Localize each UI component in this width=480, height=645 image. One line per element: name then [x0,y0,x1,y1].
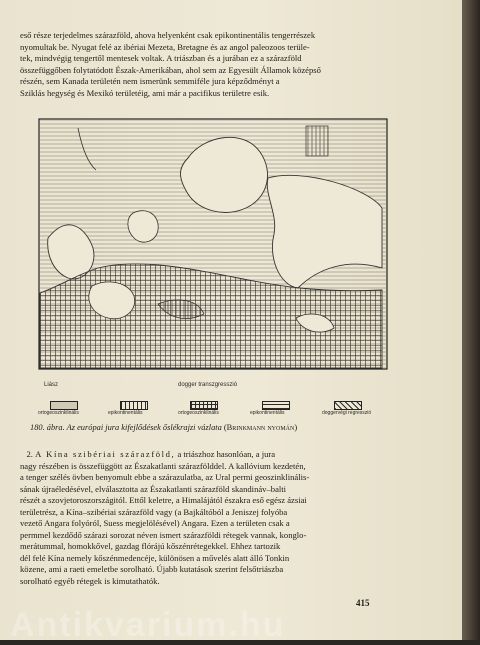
text-line [20,449,410,461]
text-line: vezető Angara folyóról, Suess megjelölésével) Angara. Ezen a területen csak a [20,518,290,528]
text-line: közene, ami a raeti emeletbe sorolható. Újabb kutatások szerint felsőtriászba [20,564,284,574]
legend-swatch [334,401,362,410]
bottom-paragraph [20,449,410,587]
legend-swatch [120,401,148,410]
top-paragraph [20,30,410,99]
text-line: részét a szovjetoroszországitól. Ettől keletre, a Himalájától északra eső egész ázsiai [20,495,307,505]
paragraph-number: 2. [26,449,33,459]
figure-caption [30,423,410,432]
legend-label: ortogeoszinklinális [38,410,79,416]
legend-label: ortogeoszinklinális [178,410,219,416]
legend-swatch [190,401,218,410]
text-line: területrész, a Kína–szibériai szárazföld vagy (a Bajkáltóból a Jeniszej folyóba [20,506,288,517]
text-line: merátummal, homokkővel, gazdag flórájú kőszénrétegekkel. Ehhez tartozik [20,541,281,551]
text-line: részén, sem Kanada területén nem ismerünk semmiféle jura képződményt a [20,76,280,86]
text-line: dél felé Kína nemely kőszénmedencéje, különösen a művelés alatt álló Tonkin [20,552,290,563]
lead-rest: a triászhoz hasonlóan, a jura [175,449,276,459]
paleogeographic-map [38,118,388,400]
caption-author: (Brinkmann nyomán) [223,423,298,432]
caption-text: Az európai jura kifejlődések őslékrajzi vázlata [66,423,222,432]
text-line: a tenger szélés övben benyomult ebbe a szárazulatba, az Ural permi geoszinklinális- [20,472,310,482]
text-line: sának újraéledésével, elválasztotta az Északatlanti szárazföld skandináv–balti [20,483,287,494]
text-line: összefüggőben folytatódott Észak-Amerikában, ahol sem az Egyesült Államok középső [20,64,321,75]
figure-number: 180. ábra. [30,423,65,432]
text-line: nyomultak be. Nyugat felé az ibériai Mezeta, Bretagne és az angol paleozoos terüle- [20,41,310,52]
text-line: sorolható egyéb rétegek is kimutathatók. [20,575,160,586]
book-spine-shadow [462,0,480,640]
page-number: 415 [356,598,370,608]
legend-label: epikontinentális [250,410,285,416]
text-line: permmel kezdődő szárazi sorozat néven ismert szárazföldi rétegek vannak, konglo- [20,529,307,540]
epicontinental-north [306,126,328,156]
legend-label: epikontinentális [108,410,143,416]
text-line: Sziklás hegység és Mexikó területéig, ami már a pacifikus területre esik. [20,87,270,98]
map-label-dogger: dogger transzgresszió [178,382,238,388]
emphasized-term: A Kína szibériai szárazföld, [35,449,176,459]
text-line: nagy részében is összefüggött az Északatlanti szárazfölddel. A kallóvium kezdetén, [20,460,306,471]
map-label-lias: Liász [44,382,59,388]
watermark: Antikvarium.hu [10,606,286,644]
legend-label: doggervégi regresszió [322,410,372,416]
legend-swatch [50,401,78,410]
legend-swatch [262,401,290,410]
text-line: eső része terjedelmes szárazföld, ahova helyenként csak epikontinentális tengerrészek [20,30,316,40]
text-line: tek, mindvégig tengertől mentesek voltak. A triászban és a jurában ez a szárazföld [20,53,302,63]
